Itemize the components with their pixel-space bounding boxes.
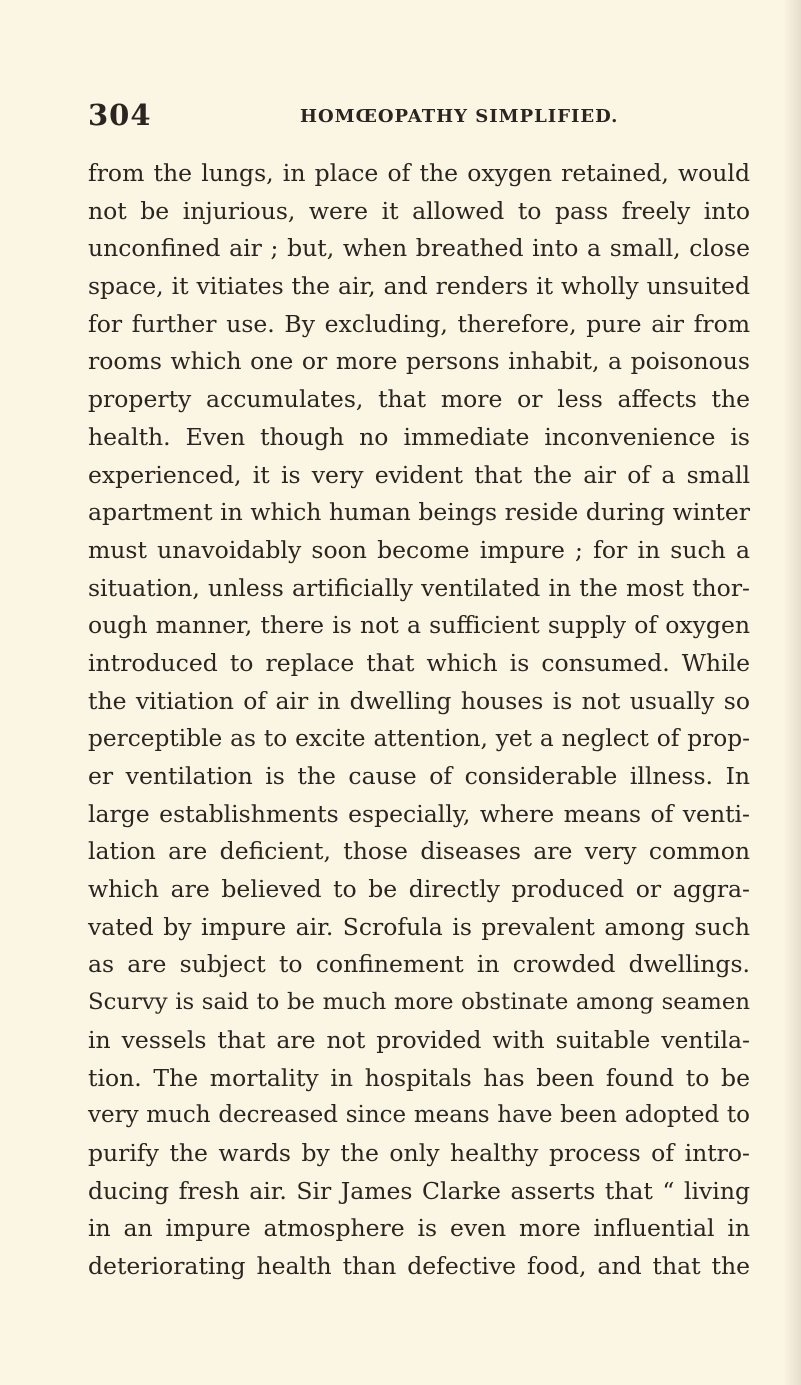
- text-line: vated by impure air. Scrofula is prevalent among such: [88, 912, 750, 941]
- text-line: perceptible as to excite attention, yet a neglect of prop-: [88, 725, 750, 753]
- page-edge-shadow: [783, 0, 801, 1385]
- text-line: deteriorating health than defective food, and that the: [88, 1251, 750, 1280]
- text-line: large establishments especially, where means of venti-: [88, 799, 750, 828]
- text-line: tion. The mortality in hospitals has been found to be: [88, 1063, 750, 1092]
- text-line: the vitiation of air in dwelling houses is not usually so: [88, 686, 750, 715]
- text-line: purify the wards by the only healthy process of intro-: [88, 1138, 750, 1167]
- text-line: as are subject to confinement in crowded dwellings.: [88, 950, 750, 979]
- text-line: situation, unless artificially ventilated in the most thor-: [88, 573, 750, 602]
- text-line: not be injurious, were it allowed to pass freely into: [88, 196, 750, 225]
- text-line: in vessels that are not provided with suitable ventila-: [88, 1025, 750, 1054]
- text-line: space, it vitiates the air, and renders it wholly unsuited: [88, 272, 750, 301]
- page-header: [88, 98, 742, 138]
- text-line: property accumulates, that more or less affects the: [88, 385, 750, 414]
- text-line: in an impure atmosphere is even more influential in: [88, 1214, 750, 1243]
- text-line: which are believed to be directly produced or aggra-: [88, 875, 750, 904]
- text-line: experienced, it is very evident that the air of a small: [88, 460, 750, 489]
- text-line: unconfined air ; but, when breathed into a small, close: [88, 234, 750, 263]
- text-line: introduced to replace that which is consumed. While: [88, 648, 750, 677]
- text-line: very much decreased since means have been adopted to: [88, 1102, 750, 1129]
- page-number: 304: [88, 98, 152, 132]
- text-line: er ventilation is the cause of considerable illness. In: [88, 762, 750, 790]
- text-line: must unavoidably soon become impure ; for in such a: [88, 535, 750, 564]
- text-line: ducing fresh air. Sir James Clarke asserts that “ living: [88, 1176, 750, 1205]
- text-line: for further use. By excluding, therefore, pure air from: [88, 309, 750, 338]
- text-line: rooms which one or more persons inhabit, a poisonous: [88, 347, 750, 376]
- text-line: ough manner, there is not a sufficient supply of oxygen: [88, 611, 750, 640]
- text-line: lation are deficient, those diseases are very common: [88, 837, 750, 866]
- running-title: HOMŒOPATHY SIMPLIFIED.: [300, 106, 619, 127]
- body-text: [88, 155, 750, 1286]
- text-line: apartment in which human beings reside during winter: [88, 498, 750, 527]
- text-line: health. Even though no immediate inconvenience is: [88, 422, 750, 451]
- text-line: Scurvy is said to be much more obstinate among seamen: [88, 989, 750, 1016]
- text-line: from the lungs, in place of the oxygen retained, would: [88, 159, 750, 187]
